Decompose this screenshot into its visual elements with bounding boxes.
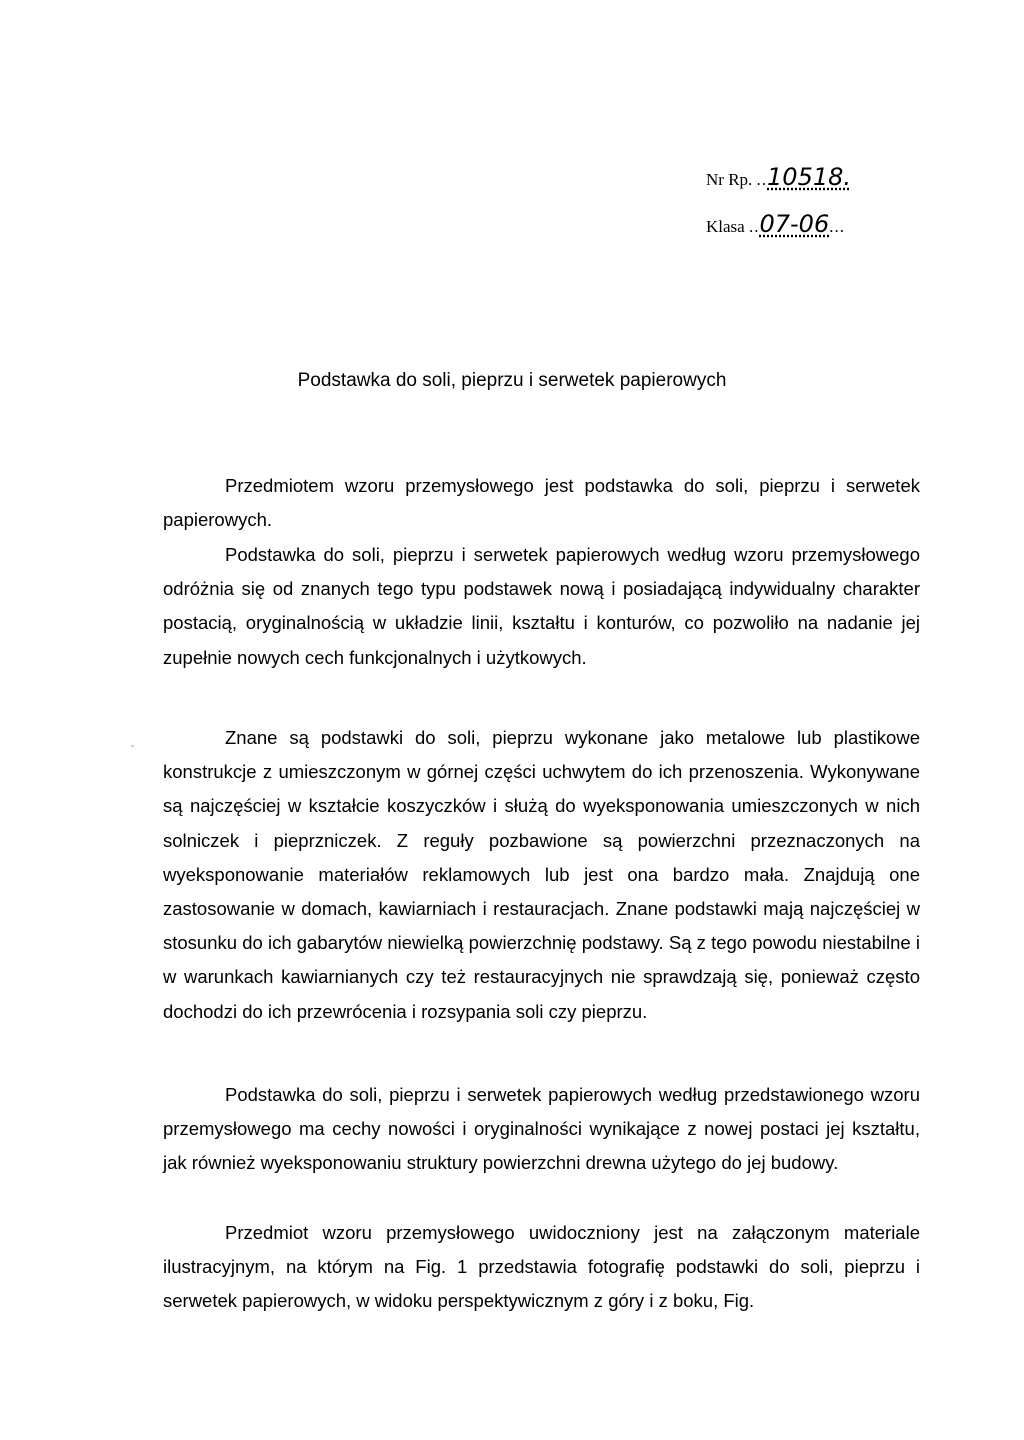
document-title: Podstawka do soli, pieprzu i serwetek papierowych [297, 370, 727, 391]
registration-number-line [706, 163, 851, 191]
class-trailing-dots: ... [829, 217, 845, 236]
paragraph-prior-art: Znane są podstawki do soli, pieprzu wykonane jako metalowe lub plastikowe konstrukcje z umieszczonym w górnej części uchwytem do ich przenoszenia. Wykonywane są najczęściej w kształcie koszyczków i służą do wyeksponowania umieszczonych w nich solniczek i pieprzniczek. Z reguły pozbawione są powierzchni przeznaczonych na wyeksponowanie materiałów reklamowych lub jest ona bardzo mała. Znajdują one zastosowanie w domach, kawiarniach i restauracjach. Znane podstawki mają najczęściej w stosunku do ich gabarytów niewielką powierzchnię podstawy. Są z tego powodu niestabilne i w warunkach kawiarnianych czy też restauracyjnych nie sprawdzają się, ponieważ często dochodzi do ich przewrócenia i rozsypania soli czy pieprzu. [163, 727, 920, 1022]
paragraph-illustration: Przedmiot wzoru przemysłowego uwidoczniony jest na załączonym materiale ilustracyjnym, na którym na Fig. 1 przedstawia fotografię podstawki do soli, pieprzu i serwetek papierowych, w widoku perspektywicznym z góry i z boku, Fig. [163, 1222, 920, 1312]
scan-speck [131, 745, 134, 747]
paragraph-subject: Przedmiotem wzoru przemysłowego jest podstawka do soli, pieprzu i serwetek papierowych. [163, 475, 920, 531]
class-dots: .. [748, 217, 760, 236]
class-value: 07-06 [759, 210, 830, 238]
registration-number-value: 10518. [767, 163, 852, 191]
registration-number-dots: .. [756, 170, 768, 189]
class-label: Klasa [706, 217, 745, 236]
paragraph-distinction: Podstawka do soli, pieprzu i serwetek papierowych według wzoru przemysłowego odróżnia się od znanych tego typu podstawek nową i posiadającą indywidualny charakter postacią, oryginalnością w układzie linii, kształtu i konturów, co pozwoliło na nadanie jej zupełnie nowych cech funkcjonalnych i użytkowych. [163, 544, 920, 668]
registration-number-label: Nr Rp. [706, 170, 753, 189]
paragraph-novelty: Podstawka do soli, pieprzu i serwetek papierowych według przedstawionego wzoru przemysłowego ma cechy nowości i oryginalności wynikające z nowej postaci jej kształtu, jak również wyeksponowaniu struktury powierzchni drewna użytego do jej budowy. [163, 1084, 920, 1174]
class-line [706, 210, 845, 238]
